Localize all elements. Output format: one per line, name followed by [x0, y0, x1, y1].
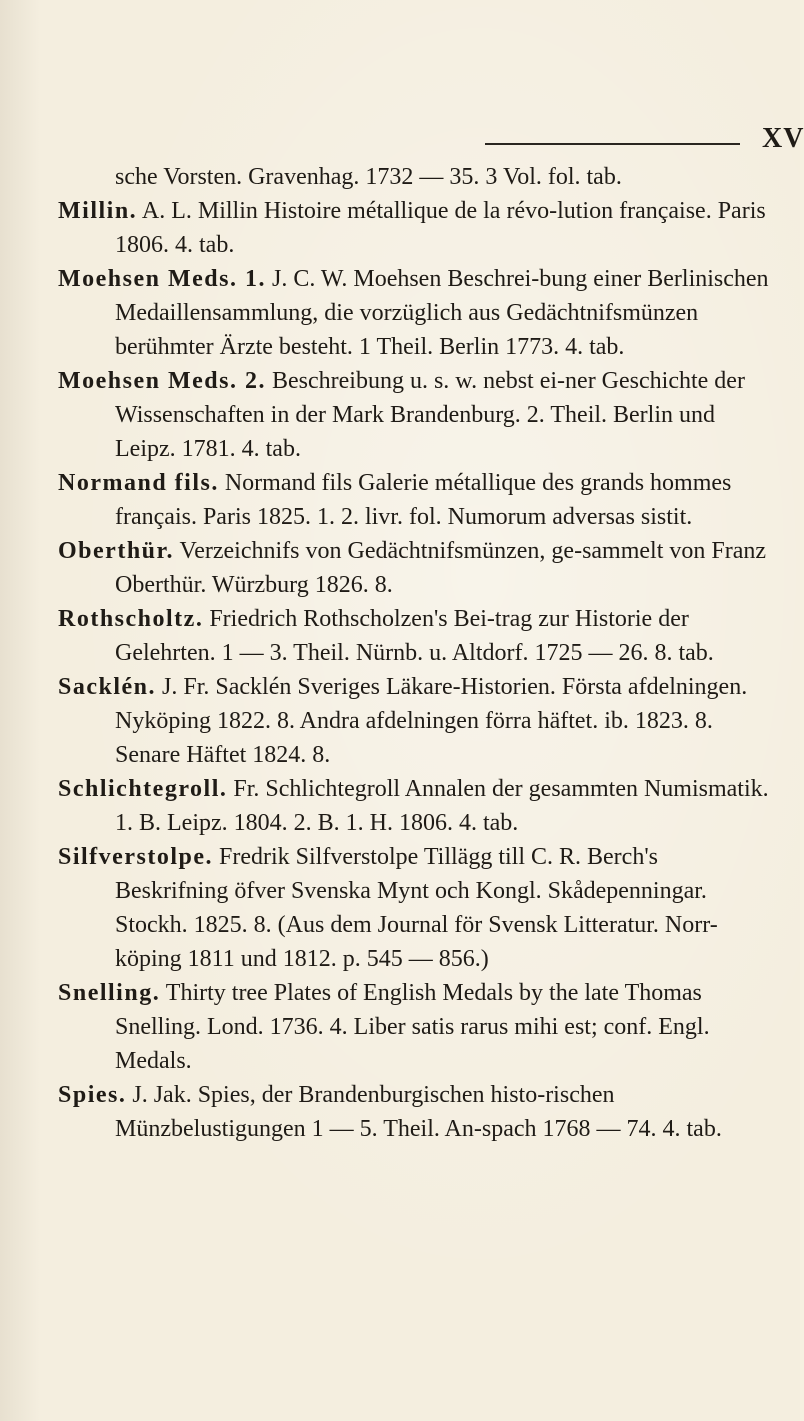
- bibliography-entry: [58, 194, 774, 262]
- entry-head: Millin.: [58, 198, 138, 224]
- entry-text: Fredrik Silfverstolpe Tillägg till C. R. Berch's Beskrifning öfver Svenska Mynt och Kongl. Skådepenningar. Stockh. 1825. 8. (Aus dem Journal för Svensk Litteratur. Norr-köping 1811 und 1812. p. 545 — 856.): [115, 844, 718, 972]
- entry-text: Thirty tree Plates of English Medals by the late Thomas Snelling. Lond. 1736. 4. Liber satis rarus mihi est; conf. Engl. Medals.: [115, 980, 710, 1074]
- entry-text: J. Fr. Sacklén Sveriges Läkare-Historien. Första afdelningen. Nyköping 1822. 8. Andra afdelningen förra häftet. ib. 1823. 8. Senare Häftet 1824. 8.: [115, 674, 748, 768]
- bibliography-entry: [58, 772, 774, 840]
- header-rule: [485, 143, 740, 145]
- page-number: XV: [762, 123, 804, 154]
- bibliography-entry: [58, 1078, 774, 1146]
- entry-head: Silfverstolpe.: [58, 844, 213, 870]
- entry-head: Normand fils.: [58, 470, 219, 496]
- bibliography-entry: [58, 976, 774, 1078]
- bibliography-entry: [58, 364, 774, 466]
- entry-text: Verzeichnifs von Gedächtnifsmünzen, ge-sammelt von Franz Oberthür. Würzburg 1826. 8.: [115, 538, 767, 598]
- entry-head: Moehsen Meds. 1.: [58, 266, 266, 292]
- entry-text: J. C. W. Moehsen Beschrei-bung einer Berlinischen Medaillensammlung, die vorzüglich aus Gedächtnifsmünzen berühmter Ärzte besteht. 1 Theil. Berlin 1773. 4. tab.: [115, 266, 769, 360]
- bibliography-entry: [58, 602, 774, 670]
- bibliography-list: [58, 160, 774, 1146]
- entry-head: Sacklén.: [58, 674, 157, 700]
- entry-text: J. Jak. Spies, der Brandenburgischen histo-rischen Münzbelustigungen 1 — 5. Theil. An-spach 1768 — 74. 4. tab.: [115, 1082, 722, 1142]
- bibliography-entry: [58, 466, 774, 534]
- entry-head: Snelling.: [58, 980, 161, 1006]
- bibliography-entry: [58, 534, 774, 602]
- entry-text: Normand fils Galerie métallique des grands hommes français. Paris 1825. 1. 2. livr. fol. Numorum adversas sistit.: [115, 470, 732, 530]
- entry-text: sche Vorsten. Gravenhag. 1732 — 35. 3 Vol. fol. tab.: [115, 164, 622, 190]
- bibliography-entry: [58, 840, 774, 976]
- entry-text: A. L. Millin Histoire métallique de la révo-lution française. Paris 1806. 4. tab.: [115, 198, 766, 258]
- bibliography-entry: [58, 160, 774, 194]
- entry-head: Oberthür.: [58, 538, 174, 564]
- entry-text: Beschreibung u. s. w. nebst ei-ner Geschichte der Wissenschaften in der Mark Brandenburg. 2. Theil. Berlin und Leipz. 1781. 4. tab.: [115, 368, 745, 462]
- bibliography-entry: [58, 670, 774, 772]
- entry-text: Friedrich Rothscholzen's Bei-trag zur Historie der Gelehrten. 1 — 3. Theil. Nürnb. u. Altdorf. 1725 — 26. 8. tab.: [115, 606, 714, 666]
- entry-text: Fr. Schlichtegroll Annalen der gesammten Numismatik. 1. B. Leipz. 1804. 2. B. 1. H. 1806. 4. tab.: [115, 776, 769, 836]
- bibliography-entry: [58, 262, 774, 364]
- entry-head: Rothscholtz.: [58, 606, 204, 632]
- entry-head: Spies.: [58, 1082, 127, 1108]
- entry-head: Moehsen Meds. 2.: [58, 368, 266, 394]
- entry-head: Schlichtegroll.: [58, 776, 228, 802]
